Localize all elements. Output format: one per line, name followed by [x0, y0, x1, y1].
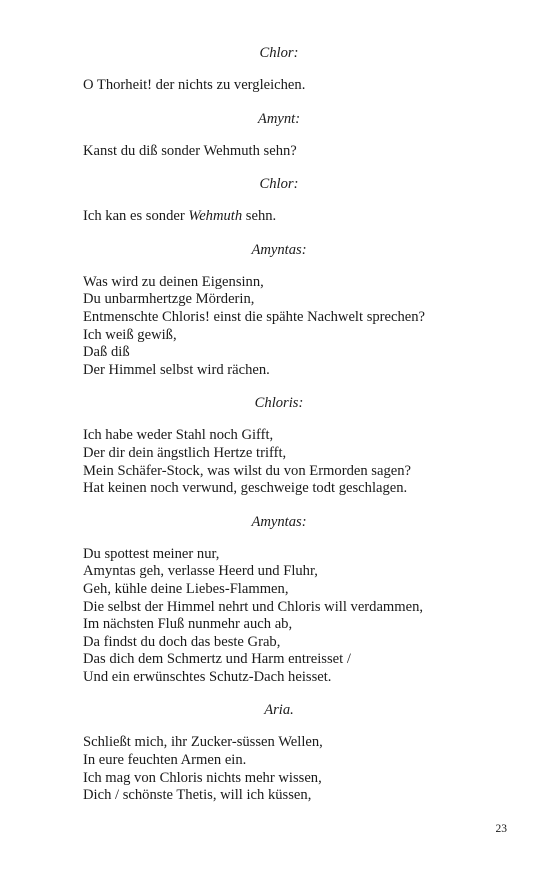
verse-line: Da findst du doch das beste Grab,	[83, 633, 281, 650]
verse-line: Hat keinen noch verwund, geschweige todt geschlagen.	[83, 480, 408, 497]
page-number: 23	[495, 823, 507, 835]
verse-line: Du unbarmhertzge Mörderin,	[83, 291, 255, 308]
verse-line: In eure feuchten Armen ein.	[83, 752, 247, 769]
verse-line: O Thorheit! der nichts zu vergleichen.	[83, 77, 306, 93]
verse-line: Ich habe weder Stahl noch Gifft,	[83, 427, 274, 444]
verse-text: sehn.	[242, 208, 277, 225]
speaker-heading: Chlor:	[259, 45, 299, 61]
emphasized-word: Wehmuth	[188, 208, 243, 225]
verse-block	[83, 427, 475, 497]
speaker-heading: Chlor:	[259, 176, 299, 193]
verse-line: Daß diß	[83, 344, 130, 361]
verse-line: Dich / schönste Thetis, will ich küssen,	[83, 787, 312, 804]
speaker-heading: Aria.	[264, 702, 294, 719]
verse-line: Die selbst der Himmel nehrt und Chloris will verdammen,	[83, 598, 424, 615]
verse-line: Der dir dein ängstlich Hertze trifft,	[83, 444, 287, 461]
verse-block	[83, 143, 475, 161]
verse-line: Geh, kühle deine Liebes-Flammen,	[83, 580, 289, 597]
speaker-heading: Amyntas:	[251, 513, 307, 530]
text-page	[83, 44, 475, 820]
verse-line: Ich mag von Chloris nichts mehr wissen,	[83, 769, 322, 786]
verse-block	[83, 274, 475, 380]
speaker-heading: Amynt:	[257, 110, 301, 127]
verse-line: Schließt mich, ihr Zucker-süssen Wellen,	[83, 734, 323, 751]
verse-line: Du spottest meiner nur,	[83, 545, 220, 562]
speaker-heading: Chloris:	[254, 395, 304, 412]
verse-block	[83, 546, 475, 687]
verse-line: Ich weiß gewiß,	[83, 326, 177, 343]
verse-line: Kanst du diß sonder Wehmuth sehn?	[83, 142, 297, 159]
verse-block	[83, 734, 475, 804]
verse-block	[83, 208, 475, 226]
verse-line: Amyntas geh, verlasse Heerd und Fluhr,	[83, 563, 318, 580]
verse-line: Und ein erwünschtes Schutz-Dach heisset.	[83, 668, 332, 685]
speaker-heading: Amyntas:	[251, 241, 307, 258]
verse-line: Entmenschte Chloris! einst die spähte Nachwelt sprechen?	[83, 308, 426, 325]
verse-line: Mein Schäfer-Stock, was wilst du von Ermorden sagen?	[83, 462, 411, 479]
verse-line	[83, 208, 475, 226]
verse-line: Was wird zu deinen Eigensinn,	[83, 273, 264, 290]
verse-text: Ich kan es sonder	[83, 208, 189, 225]
verse-line: Das dich dem Schmertz und Harm entreisset /	[83, 651, 351, 668]
verse-block	[83, 77, 475, 95]
verse-line: Im nächsten Fluß nunmehr auch ab,	[83, 616, 293, 633]
verse-line: Der Himmel selbst wird rächen.	[83, 361, 270, 378]
